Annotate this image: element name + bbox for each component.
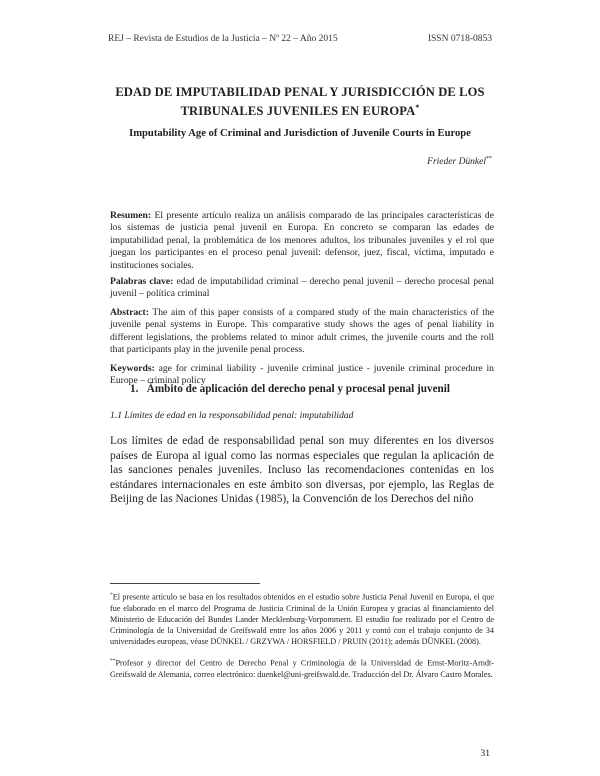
title-note-mark[interactable]: * <box>415 103 420 112</box>
footnote-1 <box>110 590 494 647</box>
author-note-mark[interactable]: ** <box>486 156 492 162</box>
section-title: Ámbito de aplicación del derecho penal y procesal penal juvenil <box>146 383 450 395</box>
page-number: 31 <box>480 748 490 759</box>
article-title <box>100 84 500 119</box>
author <box>427 156 492 167</box>
abstract-label: Abstract: <box>110 307 149 318</box>
resumen-label: Resumen: <box>110 210 152 221</box>
palabras-clave <box>110 276 494 301</box>
footnote-2-mark: ** <box>110 658 116 664</box>
footnote-2-text: Profesor y director del Centro de Derecho Penal y Criminología de la Universidad de Ernst-Moritz-Arndt-Greifswald de Alemania, correo electrónico: duenkel@uni-greifswald.de. Traducción del Dr. Álvaro Castro Morales. <box>110 658 494 679</box>
section-heading <box>130 383 450 395</box>
palabras-text: edad de imputabilidad criminal – derecho penal juvenil – derecho procesal penal juvenil – política criminal <box>110 276 494 300</box>
english-title: Imputability Age of Criminal and Jurisdiction of Juvenile Courts in Europe <box>129 128 471 139</box>
keywords-label: Keywords: <box>110 363 155 374</box>
keywords-text: age for criminal liability - juvenile criminal justice - juvenile criminal procedure in Europe – criminal policy <box>110 363 494 387</box>
title-line-2 <box>100 100 500 119</box>
issn: ISSN 0718-0853 <box>427 34 492 44</box>
abstract-text: The aim of this paper consists of a compared study of the main characteristics of the juvenile penal systems in Europe. This comparative study shows the ages of penal liability in different legislations, the problems related to minor adult crimes, the juvenile courts and the roll that participants play in the juvenile penal process. <box>110 307 494 356</box>
footnote-2 <box>110 656 494 680</box>
title-line-2-text: TRIBUNALES JUVENILES EN EUROPA <box>180 104 416 119</box>
footnote-1-text: El presente artículo se basa en los resultados obtenidos en el estudio sobre Justicia Penal Juvenil en Europa, el que fue elaborado en el marco del Programa de Justicia Criminal de la Unión Europea y gracias al financiamiento del Ministerio de Educación del Bundes Lander Mecklenburg-Vorpommern. El estudio fue realizado por el Centro de Criminología de la Universidad de Greifswald entre los años 2006 y 2011 y contó con el trabajo conjunto de 34 universidades europeas, véase DÜNKEL / GRZYWA / HORSFIELD / PRUIN (2011); además DÜNKEL (2008). <box>110 592 494 646</box>
abstract <box>110 307 494 357</box>
body-paragraph: Los límites de edad de responsabilidad penal son muy diferentes en los diversos países de Europa al igual como las normas especiales que regulan la aplicación de las sanciones penales juveniles. Incluso las recomendaciones contenidas en los estándares internacionales en este ámbito son diversas, por ejemplo, las Reglas de Beijing de las Naciones Unidas (1985), la Convención de los Derechos del niño <box>110 435 494 506</box>
palabras-label: Palabras clave: <box>110 276 174 287</box>
title-line-1: EDAD DE IMPUTABILIDAD PENAL Y JURISDICCIÓN DE LOS <box>115 85 485 99</box>
subsection-heading: 1.1 Límites de edad en la responsabilidad penal: imputabilidad <box>110 410 354 421</box>
author-name: Frieder Dünkel <box>427 157 486 168</box>
resumen <box>110 210 494 272</box>
journal-name: REJ – Revista de Estudios de la Justicia – Nº 22 – Año 2015 <box>108 34 338 44</box>
footnote-1-mark: * <box>110 592 113 598</box>
resumen-text: El presente artículo realiza un análisis comparado de las principales características de los sistemas de justicia penal juvenil en Europa. En concreto se comparan las edades de imputabilidad penal, la problemática de los menores adultos, los tribunales juveniles y el rol que juegan los participantes en el proceso penal juvenil: defensor, juez, fiscal, víctima, imputado e instituciones sociales. <box>110 210 494 271</box>
footnote-divider <box>110 583 260 584</box>
section-number: 1. <box>130 383 139 395</box>
